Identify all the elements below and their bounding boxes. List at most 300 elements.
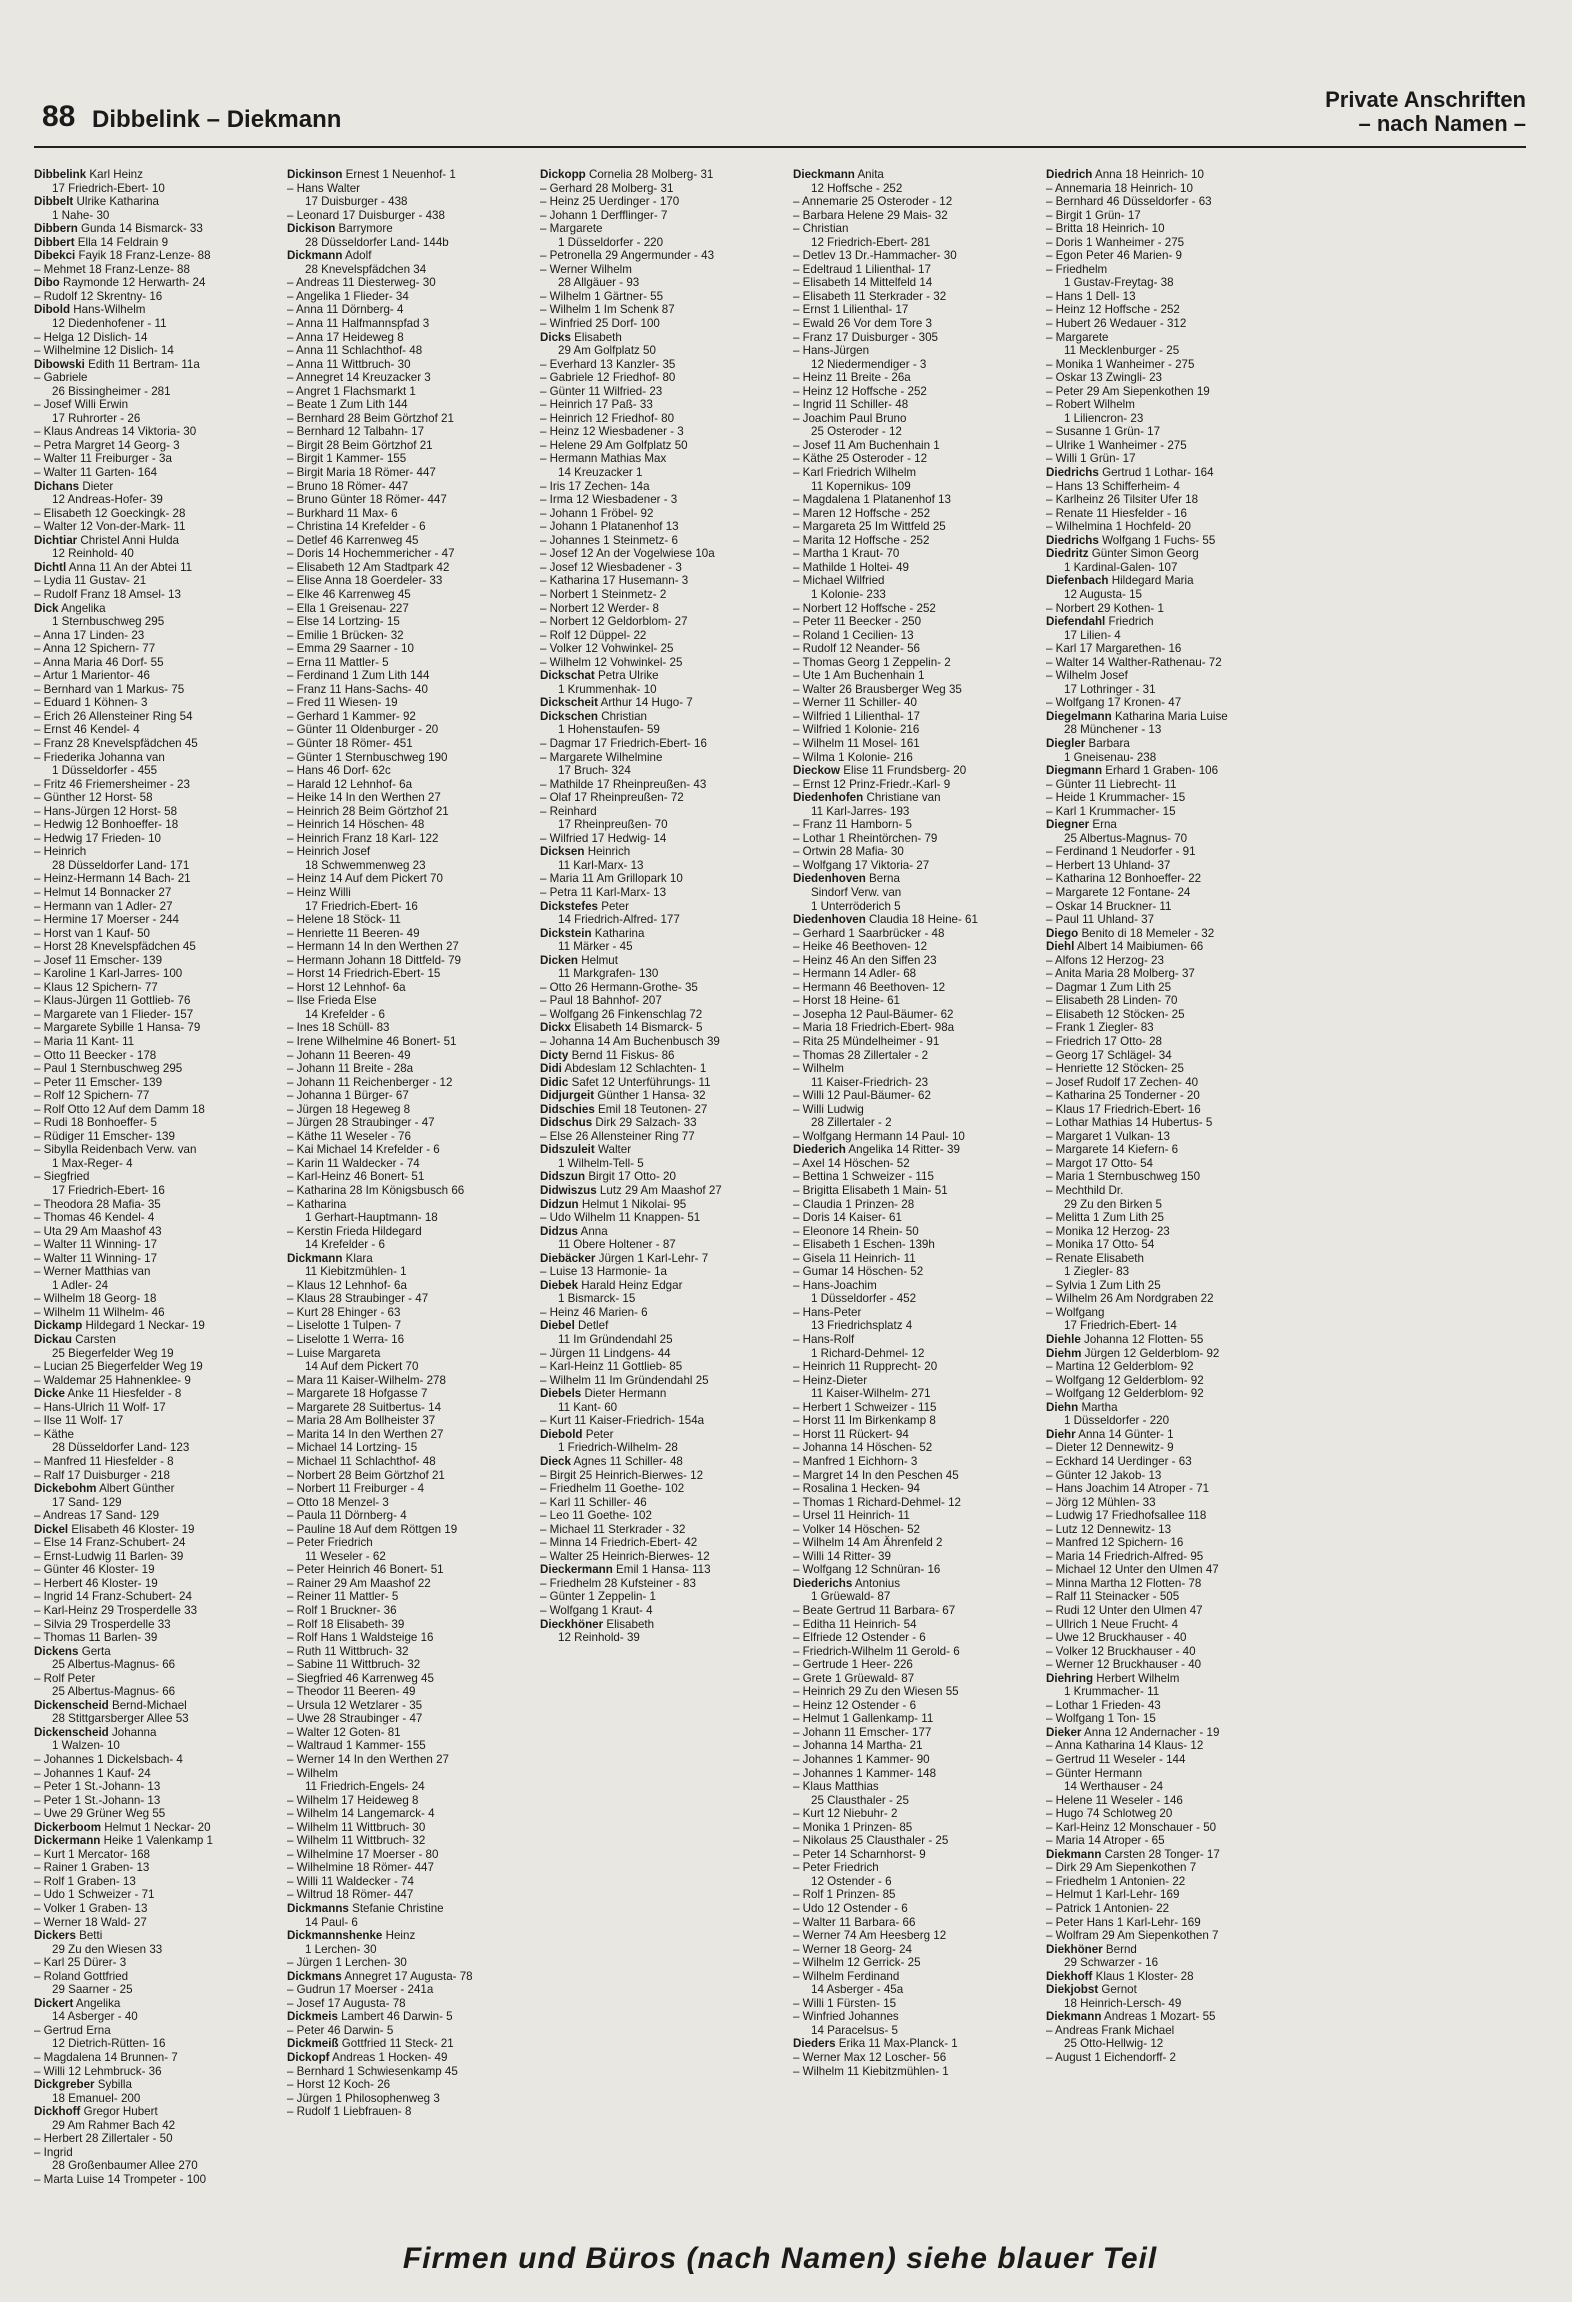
entry-subline: – Willi 14 Ritter- 39 [793,1549,891,1563]
entry-subline: – Egon Peter 46 Marien- 9 [1046,249,1182,263]
entry-continuation: 14 Paul- 6 [305,1915,358,1929]
entry-subline: – Lucian 25 Biegerfelder Weg 19 [34,1360,203,1374]
entry-subline: – Heinrich Franz 18 Karl- 122 [287,831,439,845]
entry-subline: – Birgit 1 Grün- 17 [1046,208,1141,222]
entry-text: Elisabeth [603,1617,655,1631]
entry-subline: – Gertrude 1 Heer- 226 [793,1658,913,1672]
entry-subline: – Elisabeth 12 Am Stadtpark 42 [287,560,450,574]
entry-subline: – Hubert 26 Wedauer - 312 [1046,317,1187,331]
entry-subline: – Heinrich 28 Beim Görtzhof 21 [287,804,449,818]
entry-continuation: 1 Friedrich-Wilhelm- 28 [558,1441,678,1455]
entry-text: Anna 12 Andernacher - 19 [1081,1725,1220,1739]
listing-entry [287,222,514,249]
entry-subline: – Heinz 25 Uerdinger - 170 [540,195,680,209]
entry-surname: Diederichs [793,1576,853,1590]
entry-subline: – Günther 12 Horst- 58 [34,791,153,805]
entry-subline: 13 Friedrichsplatz 4 [811,1319,913,1333]
entry-subline: – Ulrike 1 Wanheimer - 275 [1046,438,1187,452]
listing-entry [540,845,767,899]
entry-subline: – Winfried 25 Dorf- 100 [540,317,660,331]
entry-subline: – Michael Wilfried [793,574,885,588]
entry-subline: – Paul 18 Bahnhof- 207 [540,994,662,1008]
entry-subline: – Herbert 46 Kloster- 19 [34,1576,158,1590]
entry-subline: – Monika 1 Wanheimer - 275 [1046,357,1195,371]
entry-subline: – Birgit 28 Beim Görtzhof 21 [287,438,433,452]
entry-surname: Dicke [34,1387,65,1401]
entry-subline: – Johannes 1 Kauf- 24 [34,1766,151,1780]
entry-subline: – Liselotte 1 Tulpen- 7 [287,1319,402,1333]
entry-surname: Diekjobst [1046,1983,1099,1997]
entry-subline: – Anna 17 Linden- 23 [34,628,145,642]
entry-text: Karl Heinz [86,168,143,181]
entry-subline: – Ursula 12 Wetzlarer - 35 [287,1698,423,1712]
entry-subline: – Manfred 11 Hiesfelder - 8 [34,1454,174,1468]
entry-text: Anna 11 An der Abtei 11 [66,560,193,574]
entry-subline: – Gabriele [34,371,88,385]
entry-surname: Didszuleit [540,1143,595,1157]
entry-text: Christian [598,709,647,723]
entry-subline: – Johann 11 Breite - 28a [287,1062,414,1076]
entry-subline: – Anna Katharina 14 Klaus- 12 [1046,1739,1204,1753]
entry-subline: – Karl-Heinz 46 Bonert- 51 [287,1170,425,1184]
entry-subline: – Johann 1 Fröbel- 92 [540,506,654,520]
entry-subline: – Josef Willi Erwin [34,398,129,412]
entry-surname: Dickx [540,1021,571,1035]
entry-subline: – Karl-Heinz 12 Monschauer - 50 [1046,1820,1217,1834]
entry-subline: – Horst 18 Heine- 61 [793,994,900,1008]
entry-surname: Dicksen [540,845,585,859]
entry-subline: 17 Lothringer - 31 [1064,682,1156,696]
entry-continuation: 1 Nahe- 30 [52,208,110,222]
entry-text: Albert Günther [96,1482,175,1496]
entry-subline: 18 Schwemmenweg 23 [305,858,426,872]
entry-subline: – Elfriede 12 Ostender - 6 [793,1631,926,1645]
entry-continuation: 1 Lerchen- 30 [305,1942,377,1956]
entry-subline: – Horst 11 Rückert- 94 [793,1427,909,1441]
entry-subline: – Wilhelmina 1 Hochfeld- 20 [1046,520,1191,534]
entry-subline: – Bernhard 28 Beim Görtzhof 21 [287,411,454,425]
entry-subline: 1 Liliencron- 23 [1064,411,1144,425]
entry-subline: – Doris 14 Kaiser- 61 [793,1211,902,1225]
listing-entry [540,669,767,696]
entry-subline: – Michael 11 Sterkrader - 32 [540,1522,686,1536]
entry-subline: – Willi Ludwig [793,1102,864,1116]
entry-subline: – Norbert 1 Steinmetz- 2 [540,587,667,601]
entry-text: Johanna [108,1725,157,1739]
entry-subline: – Friederika Johanna van [34,750,165,764]
entry-subline: – Grete 1 Grüewald- 87 [793,1671,915,1685]
entry-subline: – Robert Wilhelm [1046,398,1135,412]
entry-subline: – Bernhard 46 Düsseldorfer - 63 [1046,195,1212,209]
entry-surname: Dickau [34,1333,73,1347]
entry-subline: – Ferdinand 1 Neudorfer - 91 [1046,845,1196,859]
entry-subline: – Edeltraud 1 Lilienthal- 17 [793,262,931,276]
entry-subline: – Heinz 46 Marien- 6 [540,1305,648,1319]
entry-surname: Dieck [540,1454,571,1468]
entry-subline: 28 Düsseldorfer Land- 123 [52,1441,190,1455]
entry-subline: – Winfried Johannes [793,2010,899,2024]
entry-surname: Didic [540,1075,569,1089]
entry-subline: – Annegret 14 Kreuzacker 3 [287,371,431,385]
entry-subline: 17 Rheinpreußen- 70 [558,818,668,832]
listing-entry [793,1143,1020,1577]
listing-entry [540,1062,767,1076]
entry-subline: – Günter 1 Zeppelin- 1 [540,1590,657,1604]
entry-subline: – Josef Rudolf 17 Zechen- 40 [1046,1075,1199,1089]
entry-surname: Dickamp [34,1319,83,1333]
entry-subline: – Helmut 14 Bonnacker 27 [34,885,172,899]
entry-text: Erna [1089,818,1117,832]
entry-surname: Diegler [1046,736,1086,750]
entry-subline: 29 Zu den Birken 5 [1064,1197,1162,1211]
entry-subline: – Rolf Peter [34,1671,96,1685]
entry-subline: – Minna Martha 12 Flotten- 78 [1046,1576,1202,1590]
entry-subline: – Wolfram 29 Am Siepenkothen 7 [1046,1929,1219,1943]
entry-subline: – Rudolf 1 Liebfrauen- 8 [287,2105,412,2119]
entry-subline: – Sabine 11 Wittbruch- 32 [287,1658,421,1672]
listing-entry [34,534,261,561]
entry-surname: Diehle [1046,1333,1081,1347]
entry-subline: – Rudolf 12 Neander- 56 [793,642,920,656]
entry-subline: – Walter 14 Walther-Rathenau- 72 [1046,655,1222,669]
entry-subline: – Margaret 1 Vulkan- 13 [1046,1129,1170,1143]
entry-continuation: 28 Knevelspfädchen 34 [305,262,427,276]
entry-subline: – Else 14 Lortzing- 15 [287,615,400,629]
listing-entry [34,303,261,357]
entry-continuation: 11 Karl-Marx- 13 [558,858,644,872]
entry-surname: Didschus [540,1116,593,1130]
entry-surname: Dickgreber [34,2078,95,2092]
listing-entry [34,1387,261,1482]
entry-subline: – Erna 11 Mattler- 5 [287,655,389,669]
entry-subline: 14 Krefelder - 6 [305,1238,385,1252]
entry-subline: – Leo 11 Goethe- 102 [540,1509,652,1523]
entry-subline: – Petra 11 Karl-Marx- 13 [540,885,667,899]
entry-subline: – Wilhelm Josef [1046,669,1128,683]
entry-surname: Dibekci [34,249,76,263]
entry-continuation: 17 Friedrich-Ebert- 10 [52,181,165,195]
entry-continuation: 28 Münchener - 13 [1064,723,1162,737]
listing-entry [540,1170,767,1184]
entry-subline: – Doris 14 Hochemmericher - 47 [287,547,455,561]
entry-subline: – Volker 1 Graben- 13 [34,1902,148,1915]
entry-subline: – Otto 11 Beecker - 178 [34,1048,157,1062]
entry-text: Petra Ulrike [594,669,659,683]
footer-note: Firmen und Büros (nach Namen) siehe blauer Teil [402,2242,1158,2275]
entry-subline: – Henriette 12 Stöcken- 25 [1046,1062,1184,1076]
listing-entry [540,1279,767,1320]
entry-subline: – Friedrich-Wilhelm 11 Gerold- 6 [793,1644,960,1658]
entry-subline: – Joachim Paul Bruno [793,411,907,425]
entry-text: Claudia 18 Heine- 61 [865,913,978,927]
page-number: 88 [42,100,76,133]
entry-subline: – Karlheinz 26 Tilsiter Ufer 18 [1046,493,1199,507]
entry-text: Angelika [58,601,106,615]
entry-subline: – Ilse Frieda Else [287,994,377,1008]
entry-continuation: 1 Grüewald- 87 [811,1590,891,1604]
listing-entry [540,1225,767,1252]
listing-entry [1046,927,1273,941]
entry-subline: – Beate Gertrud 11 Barbara- 67 [793,1603,956,1617]
entry-subline: – Dagmar 17 Friedrich-Ebert- 16 [540,736,707,750]
entry-subline: – Johann 11 Beeren- 49 [287,1048,411,1062]
listing-entry [1046,818,1273,926]
entry-subline: – Wolfgang 12 Gelderblom- 92 [1046,1373,1204,1387]
entry-surname: Diegelmann [1046,709,1112,723]
entry-surname: Dickerboom [34,1820,102,1834]
entry-surname: Dickmann [287,249,343,263]
listing-entry [540,1198,767,1225]
entry-subline: – Anna 17 Heideweg 8 [287,330,404,344]
entry-subline: – Dieter 12 Dennewitz- 9 [1046,1441,1174,1455]
entry-subline: – Manfred 12 Spichern- 16 [1046,1536,1184,1550]
entry-continuation: 25 Albertus-Magnus- 70 [1064,831,1188,845]
entry-subline: – Hermine 17 Moerser - 244 [34,913,179,927]
entry-text: Dieter Hermann [581,1387,667,1401]
entry-subline: – Margarete [540,222,603,236]
entry-subline: – Anna 11 Schlachthof- 48 [287,344,423,358]
listing-entry [34,1319,261,1333]
entry-subline: – Udo Wilhelm 11 Knappen- 51 [540,1211,701,1225]
entry-subline: – Wilfried 1 Lilienthal- 17 [793,709,920,723]
entry-surname: Dickmeiß [287,2037,339,2051]
entry-subline: – Bruno 18 Römer- 447 [287,479,409,493]
entry-subline: – Bernhard 1 Schwiesenkamp 45 [287,2064,458,2078]
entry-subline: – Herbert 1 Schweizer - 115 [793,1400,937,1414]
entry-surname: Diebels [540,1387,582,1401]
entry-text: Klaus 1 Kloster- 28 [1092,1969,1194,1983]
listing-entry [1046,534,1273,548]
entry-subline: – Wilhelm 11 Wittbruch- 30 [287,1820,426,1834]
entry-surname: Dichtiar [34,533,78,547]
entry-subline: – Margarete Sybille 1 Hansa- 79 [34,1021,201,1035]
entry-subline: – Wolfgang [1046,1305,1105,1319]
entry-subline: – Waltraud 1 Kammer- 155 [287,1739,426,1753]
entry-subline: – Gerhard 1 Kammer- 92 [287,709,416,723]
listing-entry [34,168,261,195]
listing-entry [540,1021,767,1048]
listing-entry [34,1699,261,1726]
entry-surname: Dickert [34,1996,74,2010]
entry-subline: – Peter Heinrich 46 Bonert- 51 [287,1563,444,1577]
entry-subline: 1 Düsseldorfer - 220 [558,235,664,249]
entry-subline: – Maria 18 Friedrich-Ebert- 98a [793,1021,955,1035]
entry-subline: – Kurt 1 Mercator- 168 [34,1847,150,1861]
entry-surname: Dibbert [34,235,75,249]
entry-continuation: 25 Albertus-Magnus- 66 [52,1658,176,1672]
entry-subline: – Katharina 25 Tonderner - 20 [1046,1089,1200,1103]
entry-subline: – Heinz 12 Ostender - 6 [793,1698,917,1712]
entry-subline: – Klaus 17 Friedrich-Ebert- 16 [1046,1102,1201,1116]
entry-subline: – Bruno Günter 18 Römer- 447 [287,493,447,507]
entry-subline: – Ralf 17 Duisburger - 218 [34,1468,170,1482]
listing-entry [540,1428,767,1455]
entry-subline: – Fritz 46 Friemersheimer - 23 [34,777,190,791]
entry-subline: – Norbert 12 Werder- 8 [540,601,659,615]
entry-text: Klara [342,1251,373,1265]
entry-subline: 1 Düsseldorfer - 452 [811,1292,917,1306]
entry-continuation: 1 Sternbuschweg 295 [52,615,165,629]
entry-subline: – Johann 1 Platanenhof 13 [540,520,679,534]
entry-subline: 26 Bissingheimer - 281 [52,384,171,398]
entry-surname: Dieckermann [540,1563,613,1577]
entry-subline: – Willi 1 Fürsten- 15 [793,1996,897,2010]
entry-subline: 17 Friedrich-Ebert- 14 [1064,1319,1177,1333]
listing-entry [34,480,261,534]
listing-entry [34,1997,261,2078]
entry-subline: – Hermann Johann 18 Dittfeld- 79 [287,953,462,967]
entry-text: Detlef [574,1319,609,1333]
entry-subline: – Heinrich 17 Paß- 33 [540,398,653,412]
entry-subline: – Hans 46 Dorf- 62c [287,764,391,778]
entry-text: Hildegard Maria [1108,574,1194,588]
entry-subline: – Eduard 1 Köhnen- 3 [34,696,148,710]
entry-subline: – Maria 28 Am Bollheister 37 [287,1414,436,1428]
entry-continuation: 1 Unterröderich 5 [811,899,901,913]
entry-subline: – Franz 28 Knevelspfädchen 45 [34,736,198,750]
entry-subline: – Karoline 1 Karl-Jarres- 100 [34,967,183,981]
entry-surname: Dichtl [34,560,67,574]
entry-subline: – Ernst 46 Kendel- 4 [34,723,140,737]
entry-subline: – Maria 11 Am Grillopark 10 [540,872,683,886]
entry-subline: – Wilhelm Ferdinand [793,1969,900,1983]
entry-surname: Diefendahl [1046,615,1106,629]
entry-continuation: 12 Andreas-Hofer- 39 [52,493,163,507]
entry-subline: – Paul 1 Sternbuschweg 295 [34,1062,183,1076]
entry-subline: 29 Saarner - 25 [52,1983,133,1997]
entry-subline: – Thomas 46 Kendel- 4 [34,1211,155,1225]
entry-surname: Dickschat [540,669,595,683]
entry-subline: – Hans-Jürgen [793,344,870,358]
entry-subline: – Rolf 1 Prinzen- 85 [793,1888,896,1902]
entry-subline: – Marita 14 In den Werthen 27 [287,1427,444,1441]
entry-subline: – Susanne 1 Grün- 17 [1046,425,1161,439]
listing-entry [34,2078,261,2105]
entry-subline: – Marta Luise 14 Trompeter - 100 [34,2172,207,2186]
entry-subline: – Peter Friedrich [793,1861,879,1875]
entry-surname: Diekmann [1046,2010,1102,2024]
entry-subline: 28 Zillertaler - 2 [811,1116,892,1130]
entry-subline: – Gisela 11 Heinrich- 11 [793,1251,916,1265]
entry-subline: – Werner 74 Am Heesberg 12 [793,1929,947,1943]
entry-subline: 11 Kopernikus- 109 [811,479,911,493]
entry-subline: – Rolf 12 Spichern- 77 [34,1089,150,1103]
entry-subline: – Helmut 1 Karl-Lehr- 169 [1046,1888,1180,1902]
entry-surname: Dickstein [540,926,592,940]
entry-text: Barbara [1085,736,1130,750]
entry-surname: Dickmeis [287,2010,338,2024]
entry-subline: – Norbert 11 Freiburger - 4 [287,1482,425,1496]
entry-subline: – Margarete 12 Fontane- 24 [1046,885,1191,899]
entry-subline: – Leonard 17 Duisburger - 438 [287,208,445,222]
entry-subline: – Karl 17 Margarethen- 16 [1046,642,1182,656]
entry-subline: – Wilhelm 14 Am Ährenfeld 2 [793,1536,943,1550]
entry-subline: – Karl Friedrich Wilhelm [793,466,917,480]
entry-subline: – Wilfried 17 Hedwig- 14 [540,831,667,845]
entry-surname: Dicty [540,1048,569,1062]
entry-subline: – Volker 12 Vohwinkel- 25 [540,642,674,656]
entry-subline: – Käthe [34,1427,74,1441]
entry-text: Elise 11 Frundsberg- 20 [840,764,967,778]
entry-subline: – Else 14 Franz-Schubert- 24 [34,1536,186,1550]
entry-subline: – Gertrud 11 Weseler - 144 [1046,1752,1186,1766]
entry-subline: – Bettina 1 Schweizer - 115 [793,1170,934,1184]
entry-surname: Dickens [34,1644,79,1658]
entry-text: Heike 1 Valenkamp 1 [100,1834,213,1848]
entry-text: Johanna 12 Flotten- 55 [1080,1333,1204,1347]
entry-subline: – Lutz 12 Dennewitz- 13 [1046,1522,1172,1536]
entry-subline: – Herbert 13 Uhland- 37 [1046,858,1171,872]
entry-subline: – Harald 12 Lehnhof- 6a [287,777,413,791]
entry-subline: – Ella 1 Greisenau- 227 [287,601,409,615]
entry-subline: – Klaus-Jürgen 11 Gottlieb- 76 [34,994,191,1008]
listing-entry [540,1618,767,1645]
entry-surname: Dibo [34,276,60,290]
entry-subline: – Josef 12 An der Vogelwiese 10a [540,547,715,561]
entry-surname: Dickmannshenke [287,1929,383,1943]
entry-subline: – Silvia 29 Trosperdelle 33 [34,1617,171,1631]
entry-subline: – Heide 1 Krummacher- 15 [1046,791,1186,805]
entry-subline: – Dirk 29 Am Siepenkothen 7 [1046,1861,1197,1875]
entry-subline: – Rolf 12 Düppel- 22 [540,628,647,642]
listing-entry [1046,1672,1273,1726]
entry-subline: – Norbert 29 Kothen- 1 [1046,601,1164,615]
entry-subline: – Rita 25 Mündelheimer - 91 [793,1035,940,1048]
entry-subline: – Emilie 1 Brücken- 32 [287,628,404,642]
entry-subline: – Annemarie 25 Osteroder - 12 [793,195,953,209]
entry-subline: – Heinz 11 Breite - 26a [793,371,911,385]
entry-text: Christel Anni Hulda [77,533,179,547]
entry-continuation: 11 Kant- 60 [558,1400,618,1414]
entry-subline: – Klaus 12 Lehnhof- 6a [287,1278,407,1292]
entry-subline: – Maria 14 Atroper - 65 [1046,1834,1165,1848]
entry-text: Betti [75,1929,103,1943]
entry-subline: – Willi 12 Lehmbruck- 36 [34,2064,162,2078]
listing-entry [34,1834,261,1929]
entry-subline: – Wolfgang 1 Kraut- 4 [540,1603,653,1617]
entry-subline: – Werner 14 In den Werthen 27 [287,1752,449,1766]
entry-surname: Diebek [540,1278,579,1292]
entry-surname: Diedenhoven [793,872,866,886]
entry-surname: Diedrich [1046,168,1093,181]
entry-subline: – Heinrich 11 Rupprecht- 20 [793,1360,938,1374]
entry-surname: Dieckhöner [540,1617,604,1631]
entry-subline: – Lothar Mathias 14 Hubertus- 5 [1046,1116,1213,1130]
listing-entry [287,1252,514,1902]
entry-subline: – Margarete 18 Hofgasse 7 [287,1387,428,1401]
entry-subline: 11 Kaiser-Wilhelm- 271 [811,1387,931,1401]
entry-surname: Dibbelink [34,168,87,181]
entry-surname: Dickmans [287,1969,342,1983]
listing-entry [287,249,514,1251]
entry-subline: – Peter Hans 1 Karl-Lehr- 169 [1046,1915,1201,1929]
entry-surname: Didszun [540,1170,586,1184]
entry-subline: 12 Niedermendiger - 3 [811,357,927,371]
entry-subline: – Margarete 28 Suitbertus- 14 [287,1400,442,1414]
entry-subline: – Thomas 11 Barlen- 39 [34,1631,158,1645]
entry-subline: – Karl 11 Schiller- 46 [540,1495,647,1509]
entry-text: Peter [582,1427,614,1441]
entry-subline: – Wilhelm 11 Mosel- 161 [793,736,920,750]
entry-subline: – Klaus Matthias [793,1780,879,1794]
entry-subline: – Ernst 1 Lilienthal- 17 [793,303,909,317]
entry-subline: 14 Auf dem Pickert 70 [305,1360,419,1374]
entry-subline: – Pauline 18 Auf dem Röttgen 19 [287,1522,458,1536]
entry-subline: – Mara 11 Kaiser-Wilhelm- 278 [287,1373,446,1387]
entry-subline: – Peter 1 St.-Johann- 13 [34,1780,161,1794]
entry-subline: 11 Friedrich-Engels- 24 [305,1780,425,1794]
entry-subline: – Elise Anna 18 Goerdeler- 33 [287,574,443,588]
